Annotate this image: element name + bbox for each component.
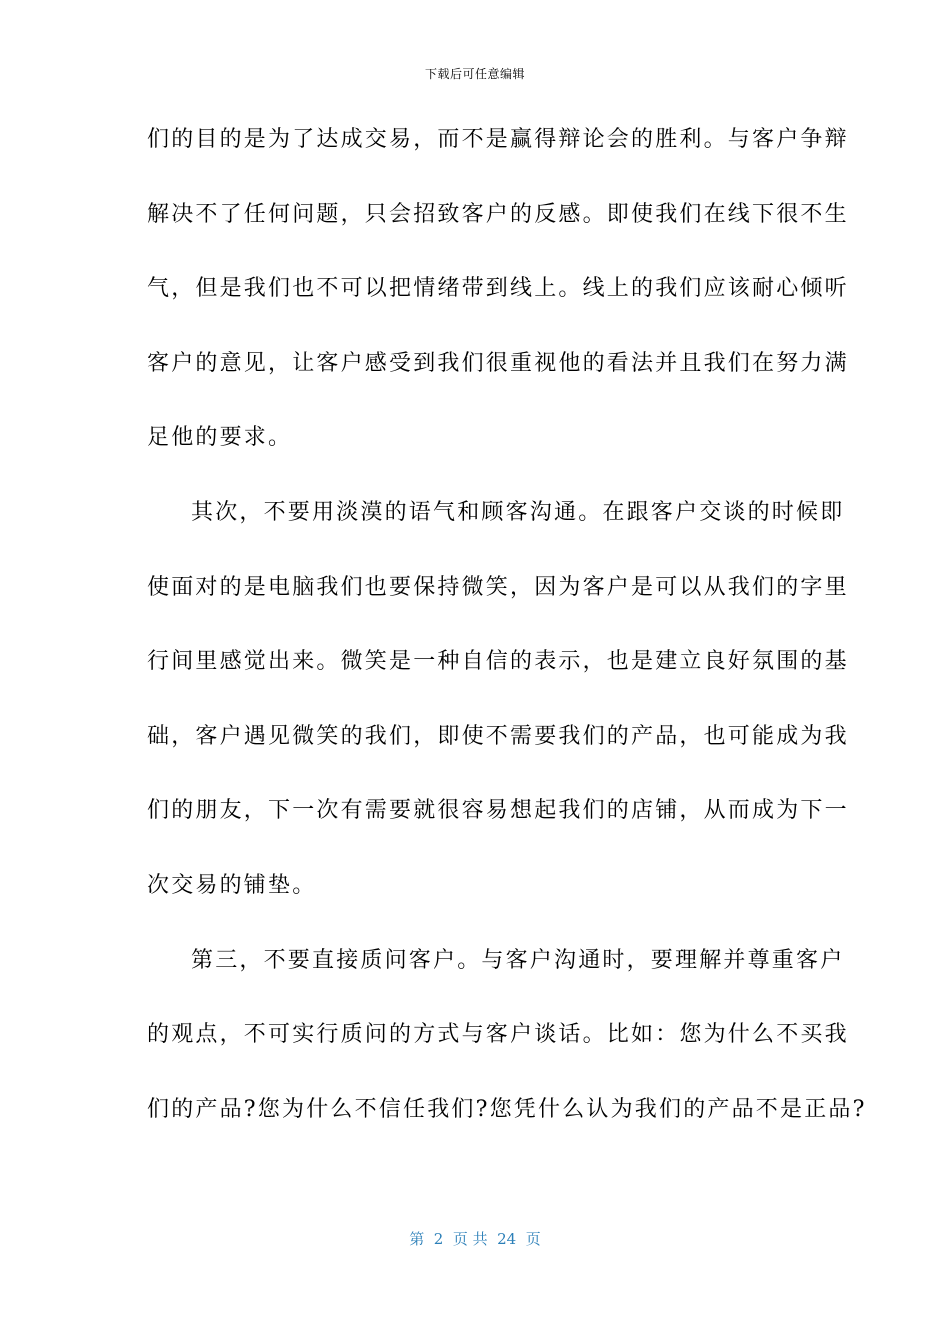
text-line: 们的朋友，下一次有需要就很容易想起我们的店铺，从而成为下一 [147, 798, 849, 824]
text-line: 们的产品?您为什么不信任我们?您凭什么认为我们的产品不是正品? [147, 1096, 867, 1122]
page-number-footer: 第 2 页 共 24 页 [409, 1230, 541, 1248]
paragraph-first-line: 其次，不要用淡漠的语气和顾客沟通。在跟客户交谈的时候即 [191, 499, 845, 525]
document-body [147, 120, 867, 1164]
text-line: 的观点，不可实行质问的方式与客户谈话。比如：您为什么不买我 [147, 1022, 849, 1048]
text-line: 们的目的是为了达成交易，而不是赢得辩论会的胜利。与客户争辩 [147, 127, 849, 152]
text-line: 行间里感觉出来。微笑是一种自信的表示，也是建立良好氛围的基 [147, 649, 849, 675]
paragraph-first-line: 第三，不要直接质问客户。与客户沟通时，要理解并尊重客户 [191, 947, 845, 973]
text-line: 气，但是我们也不可以把情绪带到线上。线上的我们应该耐心倾听 [147, 276, 849, 302]
text-line: 解决不了任何问题，只会招致客户的反感。即使我们在线下很不生 [147, 201, 849, 227]
page-header: 下载后可任意编辑 [424, 67, 525, 81]
text-line: 使面对的是电脑我们也要保持微笑，因为客户是可以从我们的字里 [147, 574, 849, 600]
text-line: 客户的意见，让客户感受到我们很重视他的看法并且我们在努力满 [147, 350, 849, 376]
text-line: 次交易的铺垫。 [147, 872, 317, 898]
text-line: 足他的要求。 [147, 425, 293, 451]
text-line: 础，客户遇见微笑的我们，即使不需要我们的产品，也可能成为我 [147, 723, 849, 749]
